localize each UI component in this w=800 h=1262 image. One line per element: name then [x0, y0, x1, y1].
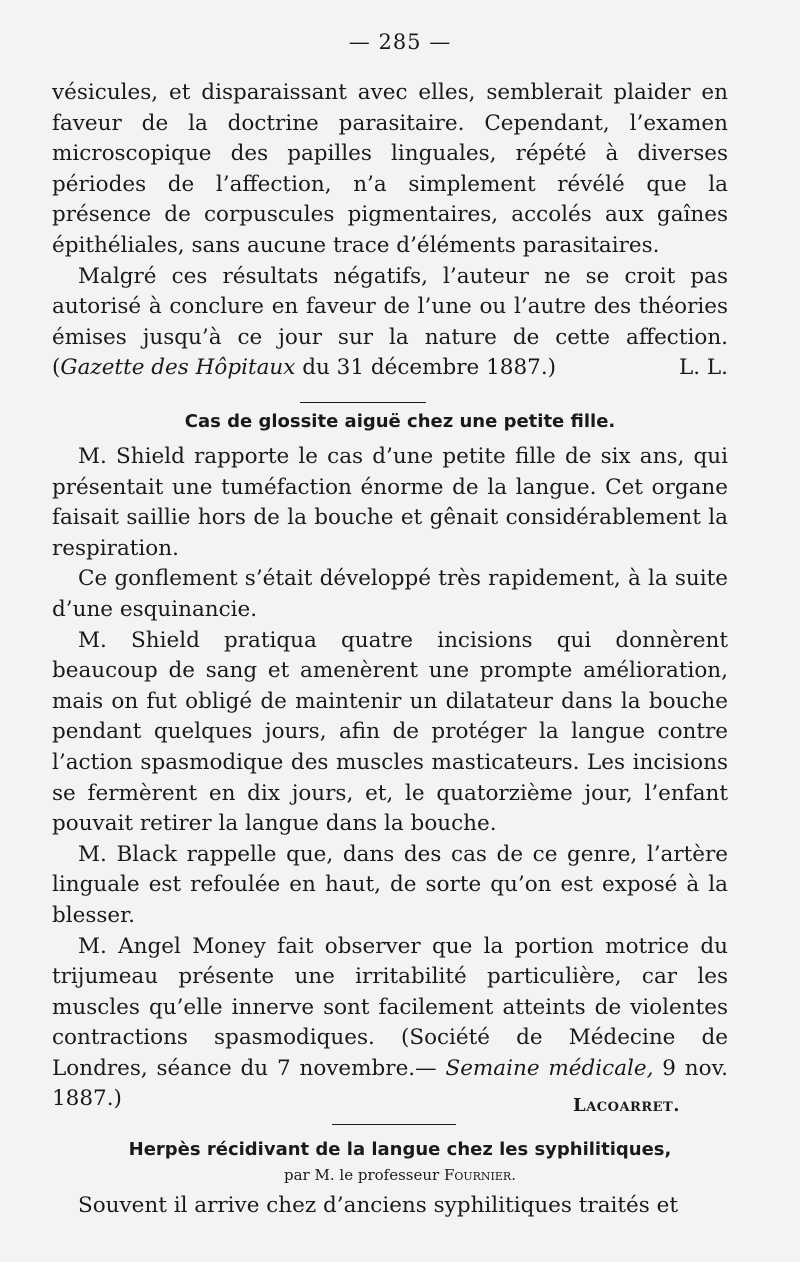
citation-date: 9 nov. 1887.) — [52, 1055, 729, 1112]
author-signature: Lacoarret. — [573, 1095, 680, 1116]
byline — [0, 1166, 800, 1184]
page-number: — 285 — — [348, 30, 452, 54]
paragraph: M. Shield pratiqua quatre incisions qui donnèrent beaucoup de sang et amenèrent une prompte amélioration, mais on fut obligé de maintenir un dilatateur dans la bouche pendant quelques jours, afin de protéger la langue contre l’action spasmodique des muscles masticateurs. Les incisions se fermèrent en dix jours, et, le quatorzième jour, l’enfant pouvait retirer la langue dans la bouche. — [52, 627, 728, 837]
section-title: Herpès récidivant de la langue chez les syphilitiques, — [128, 1139, 672, 1160]
section-title: Cas de glossite aiguë chez une petite fille. — [184, 411, 616, 432]
paragraph-text: M. Angel Money fait observer que la portion motrice du trijumeau présente une irritabilité particulière, car les muscles qu’elle innerve sont facilement atteints de violentes contractions spasmodiques. (Société de Médecine de Londres, séance du 7 novembre.— — [52, 933, 728, 1081]
author-initials: L. L. — [678, 355, 728, 381]
paragraph: Ce gonflement s’était développé très rapidement, à la suite d’une esquinancie. — [52, 566, 728, 622]
paragraph: M. Shield rapporte le cas d’une petite fille de six ans, qui présentait une tuméfaction énorme de la langue. Cet organe faisait saillie hors de la bouche et gênait considérablement la respiration. — [52, 444, 728, 561]
byline-author: Fournier. — [443, 1166, 516, 1184]
paragraph: Souvent il arrive chez d’anciens syphilitiques traités et — [78, 1193, 678, 1218]
paragraph-text: Malgré ces résultats négatifs, l’auteur ne se croit pas autorisé à conclure en faveur de l’une ou l’autre des théories émises jusqu’à ce jour sur la nature de cette affection. ( — [52, 263, 728, 381]
section-divider — [332, 1124, 456, 1125]
paragraph: M. Black rappelle que, dans des cas de ce genre, l’artère linguale est refoulée en haut, de sorte qu’on est exposé à la blesser. — [52, 841, 728, 928]
section-divider — [300, 402, 426, 403]
citation-date: du 31 décembre 1887.) — [295, 355, 557, 381]
section-3-body — [52, 1191, 728, 1222]
section-1-body — [52, 78, 728, 384]
byline-prefix: par M. le professeur — [284, 1166, 444, 1184]
section-2-body — [52, 442, 728, 1115]
journal-citation: Gazette des Hôpitaux — [60, 355, 296, 381]
paragraph — [52, 932, 728, 1116]
journal-citation: Semaine médicale, — [445, 1055, 654, 1081]
paragraph-conclusion — [52, 262, 728, 384]
paragraph: vésicules, et disparaissant avec elles, semblerait plaider en faveur de la doctrine parasitaire. Cependant, l’examen microscopique des papilles linguales, répété à diverses périodes de l’affection, n’a simplement révélé que la présence de corpuscules pigmentaires, accolés aux gaînes épithéliales, sans aucune trace d’éléments parasitaires. — [52, 80, 728, 258]
